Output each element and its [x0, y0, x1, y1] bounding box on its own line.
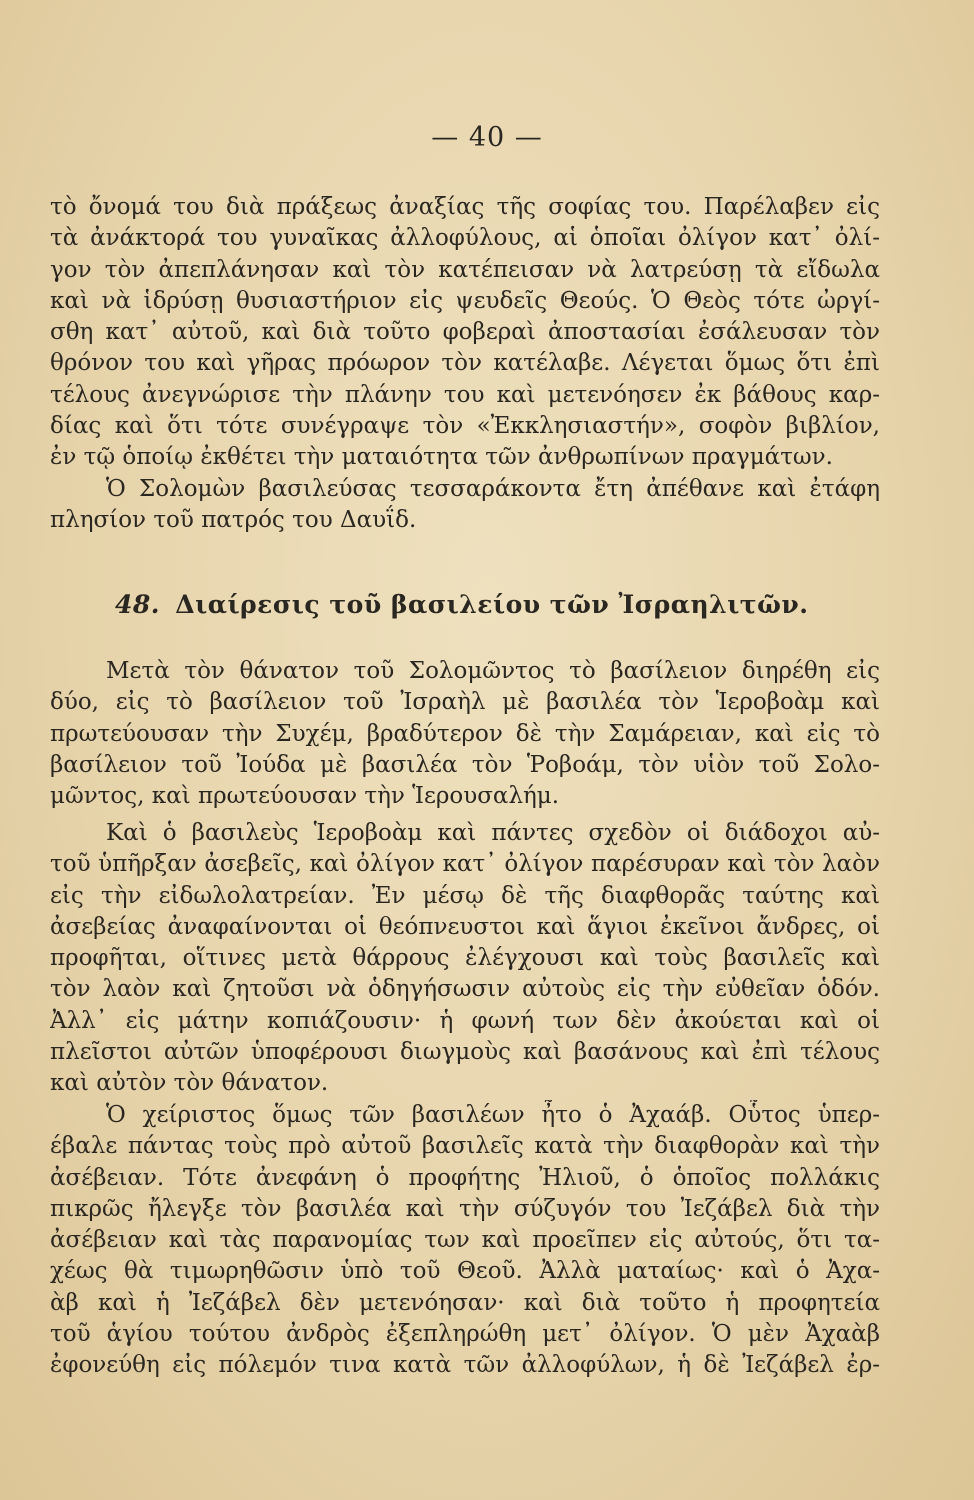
text-line: πλεῖστοι αὐτῶν ὑποφέρουσι διωγμοὺς καὶ βασάνους καὶ ἐπὶ τέλους — [50, 1039, 880, 1066]
text-line: τὸ ὄνομά του διὰ πράξεως ἀναξίας τῆς σοφίας του. Παρέλαβεν εἰς — [50, 194, 880, 220]
text-line: τὰ ἀνάκτορά του γυναῖκας ἀλλοφύλους, αἱ ὁποῖαι ὀλίγον κατ᾽ ὀλί- — [50, 225, 880, 252]
text-line: ἐν τῷ ὁποίῳ ἐκθέτει τὴν ματαιότητα τῶν ἀνθρωπίνων πραγμάτων. — [50, 444, 833, 471]
paragraph-solomon-end — [50, 192, 880, 536]
text-line: προφῆται, οἵτινες μετὰ θάρρους ἐλέγχουσι καὶ τοὺς βασιλεῖς καὶ — [50, 945, 880, 972]
text-line: τοῦ ὑπῆρξαν ἀσεβεῖς, καὶ ὀλίγον κατ᾽ ὀλίγον παρέσυραν καὶ τὸν λαὸν — [50, 851, 880, 878]
paragraph-prophets — [50, 818, 880, 1100]
text-line: σθη κατ᾽ αὐτοῦ, καὶ διὰ τοῦτο φοβεραὶ ἀποστασίαι ἐσάλευσαν τὸν — [50, 319, 880, 346]
text-line: θρόνον του καὶ γῆρας πρόωρον τὸν κατέλαβε. Λέγεται ὅμως ὅτι ἐπὶ — [50, 350, 880, 377]
text-line: δίας καὶ ὅτι τότε συνέγραψε τὸν «Ἐκκλησιαστήν», σοφὸν βιβλίον, — [50, 413, 880, 440]
text-line: Ὁ χείριστος ὅμως τῶν βασιλέων ἦτο ὁ Ἀχαάβ. Οὗτος ὑπερ- — [106, 1102, 880, 1128]
text-line: πρωτεύουσαν τὴν Συχέμ, βραδύτερον δὲ τὴν Σαμάρειαν, καὶ εἰς τὸ — [50, 720, 880, 747]
text-line: ἀσέβειαν καὶ τὰς παρανομίας των καὶ προεῖπεν εἰς αὐτούς, ὅτι τα- — [50, 1227, 880, 1254]
section-title: Διαίρεσις τοῦ βασιλείου τῶν Ἰσραηλιτῶν. — [175, 590, 809, 619]
text-line: ὰβ καὶ ἡ Ἰεζάβελ δὲν μετενόησαν· καὶ διὰ τοῦτο ἡ προφητεία — [50, 1289, 880, 1316]
text-line: εἰς τὴν εἰδωλολατρείαν. Ἐν μέσῳ δὲ τῆς διαφθορᾶς ταύτης καὶ — [50, 882, 880, 909]
text-line: έβαλε πάντας τοὺς πρὸ αὐτοῦ βασιλεῖς κατὰ τὴν διαφθορὰν καὶ τὴν — [50, 1133, 880, 1160]
text-line: ἀσέβειαν. Τότε ἀνεφάνη ὁ προφήτης Ἠλιοῦ, ὁ ὁποῖος πολλάκις — [50, 1164, 880, 1191]
text-line: ἀσεβείας ἀναφαίνονται οἱ θεόπνευστοι καὶ ἅγιοι ἐκεῖνοι ἄνδρες, οἱ — [50, 913, 880, 940]
paragraph-division — [50, 656, 880, 812]
text-line: δύο, εἰς τὸ βασίλειον τοῦ Ἰσραὴλ μὲ βασιλέα τὸν Ἱεροβοὰμ καὶ — [50, 689, 880, 716]
text-line: γον τὸν ἀπεπλάνησαν καὶ τὸν κατέπεισαν νὰ λατρεύσῃ τὰ εἴδωλα — [50, 256, 880, 283]
text-line: Ὁ Σολομὼν βασιλεύσας τεσσαράκοντα ἔτη ἀπέθανε καὶ ἐτάφη — [106, 475, 880, 502]
section-heading — [115, 590, 895, 619]
text-line: βασίλειον τοῦ Ἰούδα μὲ βασιλέα τὸν Ῥοβοάμ, τὸν υἱὸν τοῦ Σολο- — [50, 751, 880, 778]
text-line: Καὶ ὁ βασιλεὺς Ἱεροβοὰμ καὶ πάντες σχεδὸν οἱ διάδοχοι αὐ- — [106, 820, 880, 846]
text-line: τοῦ ἁγίου τούτου ἀνδρὸς ἐξεπληρώθη μετ᾽ ὀλίγον. Ὁ μὲν Ἀχαὰβ — [50, 1321, 880, 1348]
section-number: 48. — [115, 590, 160, 619]
text-line: καὶ αὐτὸν τὸν θάνατον. — [50, 1070, 329, 1097]
text-line: μῶντος, καὶ πρωτεύουσαν τὴν Ἱερουσαλήμ. — [50, 783, 560, 810]
text-line: ἐφονεύθη εἰς πόλεμόν τινα κατὰ τῶν ἀλλοφύλων, ἡ δὲ Ἰεζάβελ ἐρ- — [50, 1352, 880, 1379]
text-line: πικρῶς ἤλεγξε τὸν βασιλέα καὶ τὴν σύζυγόν του Ἰεζάβελ διὰ τὴν — [50, 1195, 880, 1222]
text-line: Μετὰ τὸν θάνατον τοῦ Σολομῶντος τὸ βασίλειον διηρέθη εἰς — [106, 658, 880, 684]
text-line: πλησίον τοῦ πατρός του Δαυΐδ. — [50, 506, 417, 533]
page-number: — 40 — — [431, 122, 543, 153]
text-line: χέως θὰ τιμωρηθῶσιν ὑπὸ τοῦ Θεοῦ. Ἀλλὰ ματαίως· καὶ ὁ Ἀχα- — [50, 1258, 880, 1285]
paragraph-ahab — [50, 1100, 880, 1382]
text-line: Ἀλλ᾽ εἰς μάτην κοπιάζουσιν· ἡ φωνή των δὲν ἀκούεται καὶ οἱ — [50, 1007, 880, 1034]
text-line: καὶ νὰ ἱδρύσῃ θυσιαστήριον εἰς ψευδεῖς Θεούς. Ὁ Θεὸς τότε ὠργί- — [50, 287, 880, 314]
text-line: τέλους ἀνεγνώρισε τὴν πλάνην του καὶ μετενόησεν ἐκ βάθους καρ- — [50, 381, 880, 408]
text-line: τὸν λαὸν καὶ ζητοῦσι νὰ ὁδηγήσωσιν αὐτοὺς εἰς τὴν εὐθεῖαν ὁδόν. — [50, 976, 880, 1003]
